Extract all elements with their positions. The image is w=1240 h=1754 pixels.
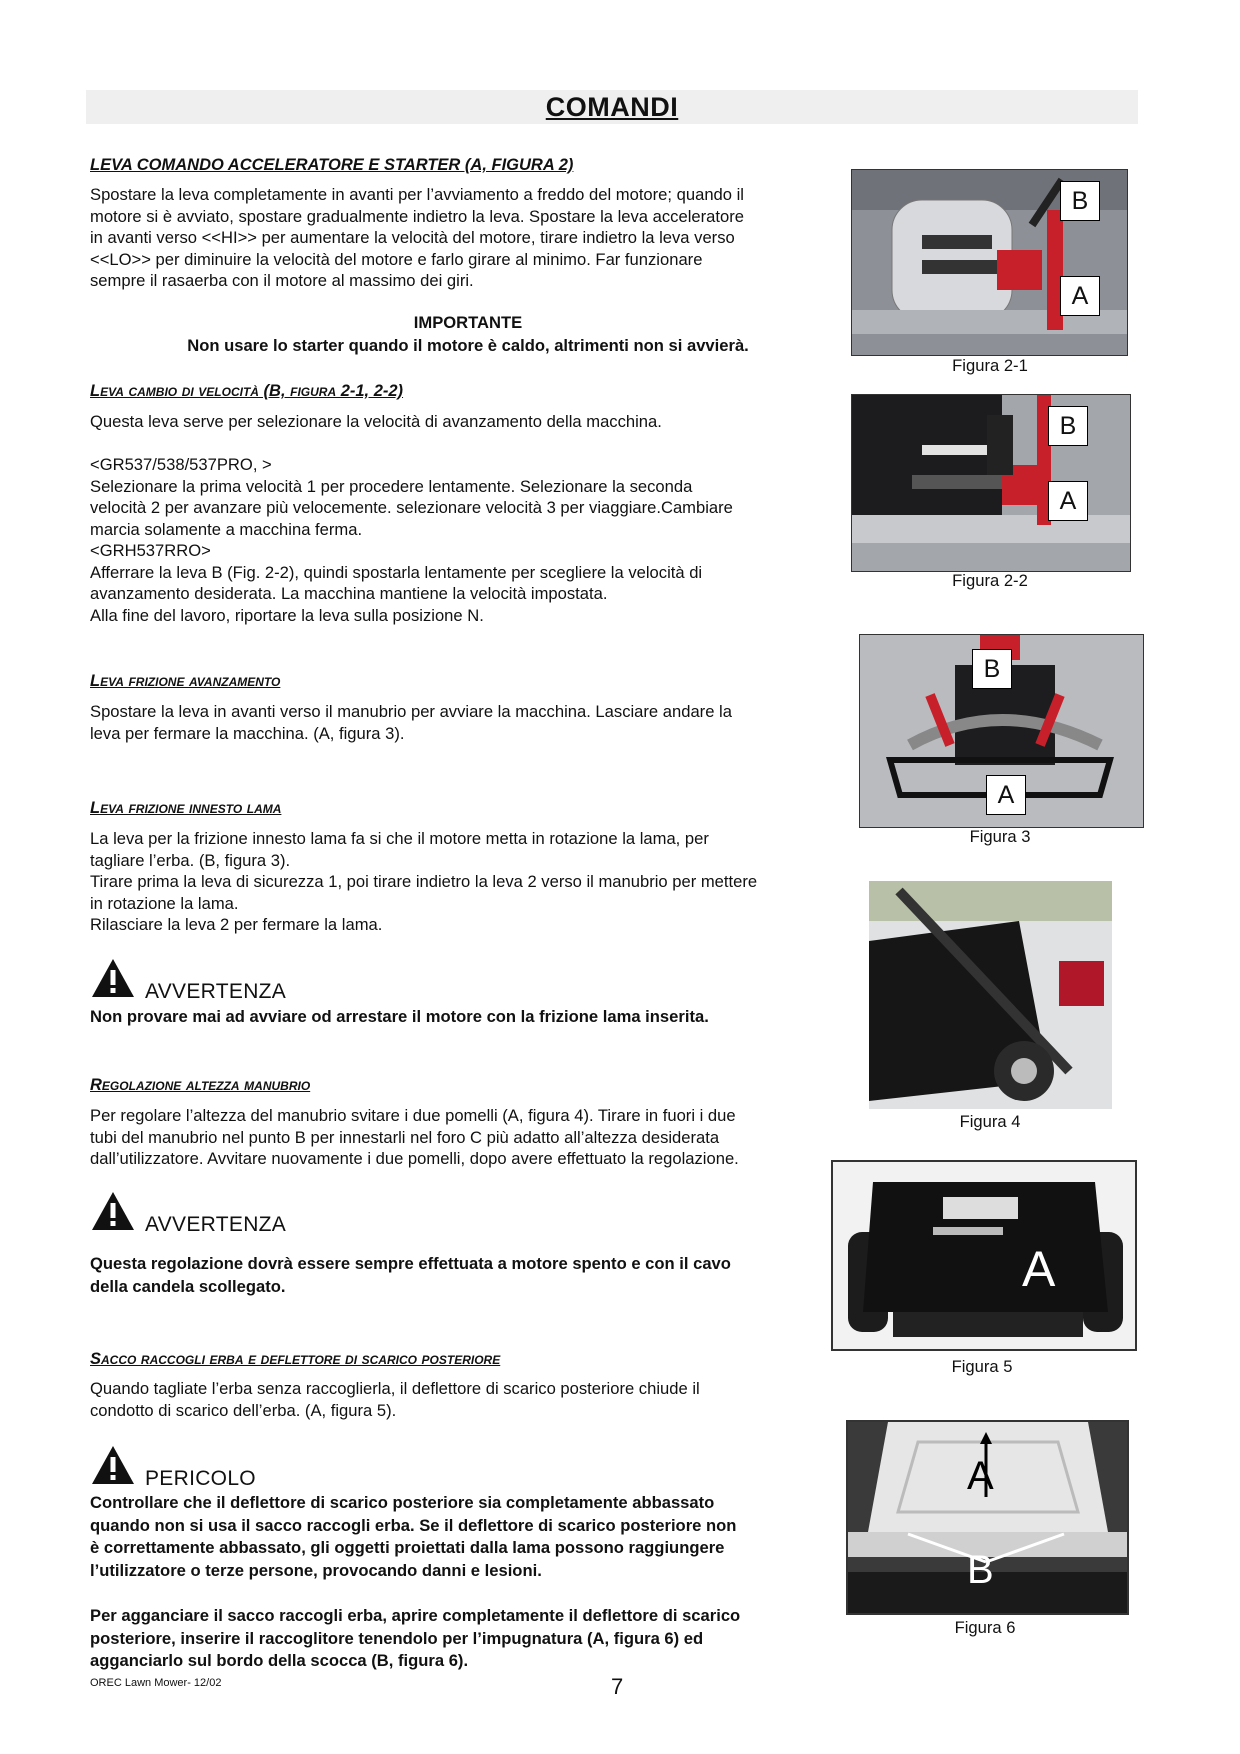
warning-text	[90, 1253, 731, 1298]
throttle-heading: LEVA COMANDO ACCELERATORE E STARTER (A, FIGURA 2)	[90, 156, 574, 174]
gear-heading: Leva cambio di velocità (B, figura 2-1, 2-2)	[90, 382, 404, 400]
text-line: Afferrare la leva B (Fig. 2-2), quindi spostarla lentamente per scegliere la velocità di	[90, 562, 703, 582]
text-line: avanzamento desiderata. La macchina mantiene la velocità impostata.	[90, 584, 608, 603]
page-title: COMANDI	[545, 92, 679, 122]
text-line: Controllare che il deflettore di scarico posteriore sia completamente abbassato	[90, 1493, 715, 1512]
text-line: La leva per la frizione innesto lama fa si che il motore metta in rotazione la lama, per	[90, 829, 709, 848]
text-line: tagliare l’erba. (B, figura 3).	[90, 850, 291, 870]
text-line: Rilasciare la leva 2 per fermare la lama.	[90, 915, 383, 934]
text-line: <<LO>> per diminuire la velocità del motore e farlo girare al minimo. Far funzionare	[90, 249, 703, 269]
text-line: in rotazione la lama.	[90, 893, 239, 913]
text-line: <GR537/538/537PRO, >	[90, 455, 272, 474]
warning-triangle-icon	[90, 1190, 136, 1237]
figure-caption: Figura 2-2	[952, 571, 1028, 590]
figure-caption: Figura 2-1	[952, 356, 1028, 375]
handle-text	[90, 1105, 864, 1170]
warning-triangle-icon	[90, 957, 136, 1004]
text-line: Alla fine del lavoro, riportare la leva sulla posizione N.	[90, 605, 484, 625]
danger-text	[90, 1492, 736, 1582]
figure-label-a: A	[986, 775, 1026, 815]
clutch-text	[90, 701, 854, 744]
figure-caption: Figura 5	[951, 1357, 1013, 1376]
important-label: IMPORTANTE	[413, 313, 523, 332]
text-line: Per regolare l’altezza del manubrio svitare i due pomelli (A, figura 4). Tirare in fuori i due	[90, 1106, 736, 1125]
danger-text-2	[90, 1605, 740, 1673]
figure-label-b: B	[1060, 181, 1100, 221]
text-line: agganciarlo sul bordo della scocca (B, figura 6).	[90, 1651, 469, 1670]
text-line: Questa regolazione dovrà essere sempre effettuata a motore spento e con il cavo	[90, 1254, 731, 1273]
text-line: leva per fermare la macchina. (A, figura 3).	[90, 723, 405, 743]
footer-text: OREC Lawn Mower- 12/02	[90, 1677, 222, 1689]
text-line: Tirare prima la leva di sicurezza 1, poi tirare indietro la leva 2 verso il manubrio per mettere	[90, 872, 758, 891]
text-line: condotto di scarico dell’erba. (A, figura 5).	[90, 1400, 397, 1420]
text-line: tubi del manubrio nel punto B per innestarli nel foro C più adatto all’altezza desiderata	[90, 1127, 720, 1147]
figure-label-b: B	[972, 649, 1012, 689]
blade-heading: Leva frizione innesto lama	[90, 799, 282, 817]
text-line: della candela scollegato.	[90, 1276, 286, 1296]
handle-heading: Regolazione altezza manubrio	[90, 1076, 311, 1094]
warning-title: AVVERTENZA	[145, 1213, 287, 1236]
important-text: Non usare lo starter quando il motore è caldo, altrimenti non si avvierà.	[187, 336, 749, 355]
text-line: l’utilizzatore o terze persone, provocando danni e lesioni.	[90, 1560, 542, 1580]
throttle-text	[90, 184, 846, 292]
gear-text	[90, 454, 846, 626]
text-line: in avanti verso <<HI>> per aumentare la velocità del motore, tirare indietro la leva verso	[90, 228, 735, 247]
figure-caption: Figura 6	[954, 1618, 1016, 1637]
figure-label-b: B	[967, 1548, 994, 1592]
text-line: <GRH537RRO>	[90, 541, 211, 560]
warning-title: AVVERTENZA	[145, 980, 287, 1003]
text-line: Spostare la leva completamente in avanti per l’avviamento a freddo del motore; quando il	[90, 185, 744, 204]
figure-label-a: A	[1022, 1241, 1056, 1297]
figure-4-image	[869, 881, 1112, 1109]
figure-label-a: A	[1048, 481, 1088, 521]
figure-2-2-image	[851, 394, 1131, 572]
text-line: quando non si usa il sacco raccogli erba. Se il deflettore di scarico posteriore non	[90, 1515, 737, 1535]
title-bar	[86, 90, 1138, 124]
text-line: Per agganciare il sacco raccogli erba, aprire completamente il deflettore di scarico	[90, 1606, 741, 1625]
blade-text	[90, 828, 864, 936]
text-line: Selezionare la prima velocità 1 per procedere lentamente. Selezionare la seconda	[90, 476, 693, 496]
warning-text: Non provare mai ad avviare od arrestare il motore con la frizione lama inserita.	[90, 1007, 709, 1026]
text-line: è correttamente abbassato, gli oggetti proiettati dalla lama possono raggiungere	[90, 1538, 725, 1557]
danger-title: PERICOLO	[145, 1467, 256, 1490]
text-line: posteriore, inserire il raccoglitore tenendolo per l’impugnatura (A, figura 6) ed	[90, 1628, 704, 1648]
figure-5-image	[831, 1160, 1137, 1351]
text-line: sempre il rasaerba con il motore al massimo dei giri.	[90, 271, 474, 290]
gear-intro: Questa leva serve per selezionare la velocità di avanzamento della macchina.	[90, 412, 662, 431]
figure-caption: Figura 3	[969, 827, 1031, 846]
text-line: dall’utilizzatore. Avvitare nuovamente i due pomelli, dopo avere effettuato la regolazione.	[90, 1149, 739, 1168]
bag-heading: Sacco raccogli erba e deflettore di scarico posteriore	[90, 1350, 501, 1368]
text-line: Quando tagliate l’erba senza raccoglierla, il deflettore di scarico posteriore chiude il	[90, 1379, 700, 1398]
warning-triangle-icon	[90, 1444, 136, 1491]
figure-label-a: A	[967, 1454, 994, 1498]
figure-label-a: A	[1060, 276, 1100, 316]
page-number: 7	[611, 1674, 624, 1699]
figure-caption: Figura 4	[959, 1112, 1021, 1131]
clutch-heading: Leva frizione avanzamento	[90, 672, 281, 690]
text-line: motore si è avviato, spostare gradualmente indietro la leva. Spostare la leva acceleratore	[90, 206, 744, 226]
text-line: marcia solamente a macchina ferma.	[90, 519, 363, 539]
text-line: velocità 2 per avanzare più velocemente. selezionare velocità 3 per viaggiare.Cambiare	[90, 498, 733, 517]
figure-label-b: B	[1048, 406, 1088, 446]
text-line: Spostare la leva in avanti verso il manubrio per avviare la macchina. Lasciare andare la	[90, 702, 732, 721]
bag-text	[90, 1378, 824, 1421]
